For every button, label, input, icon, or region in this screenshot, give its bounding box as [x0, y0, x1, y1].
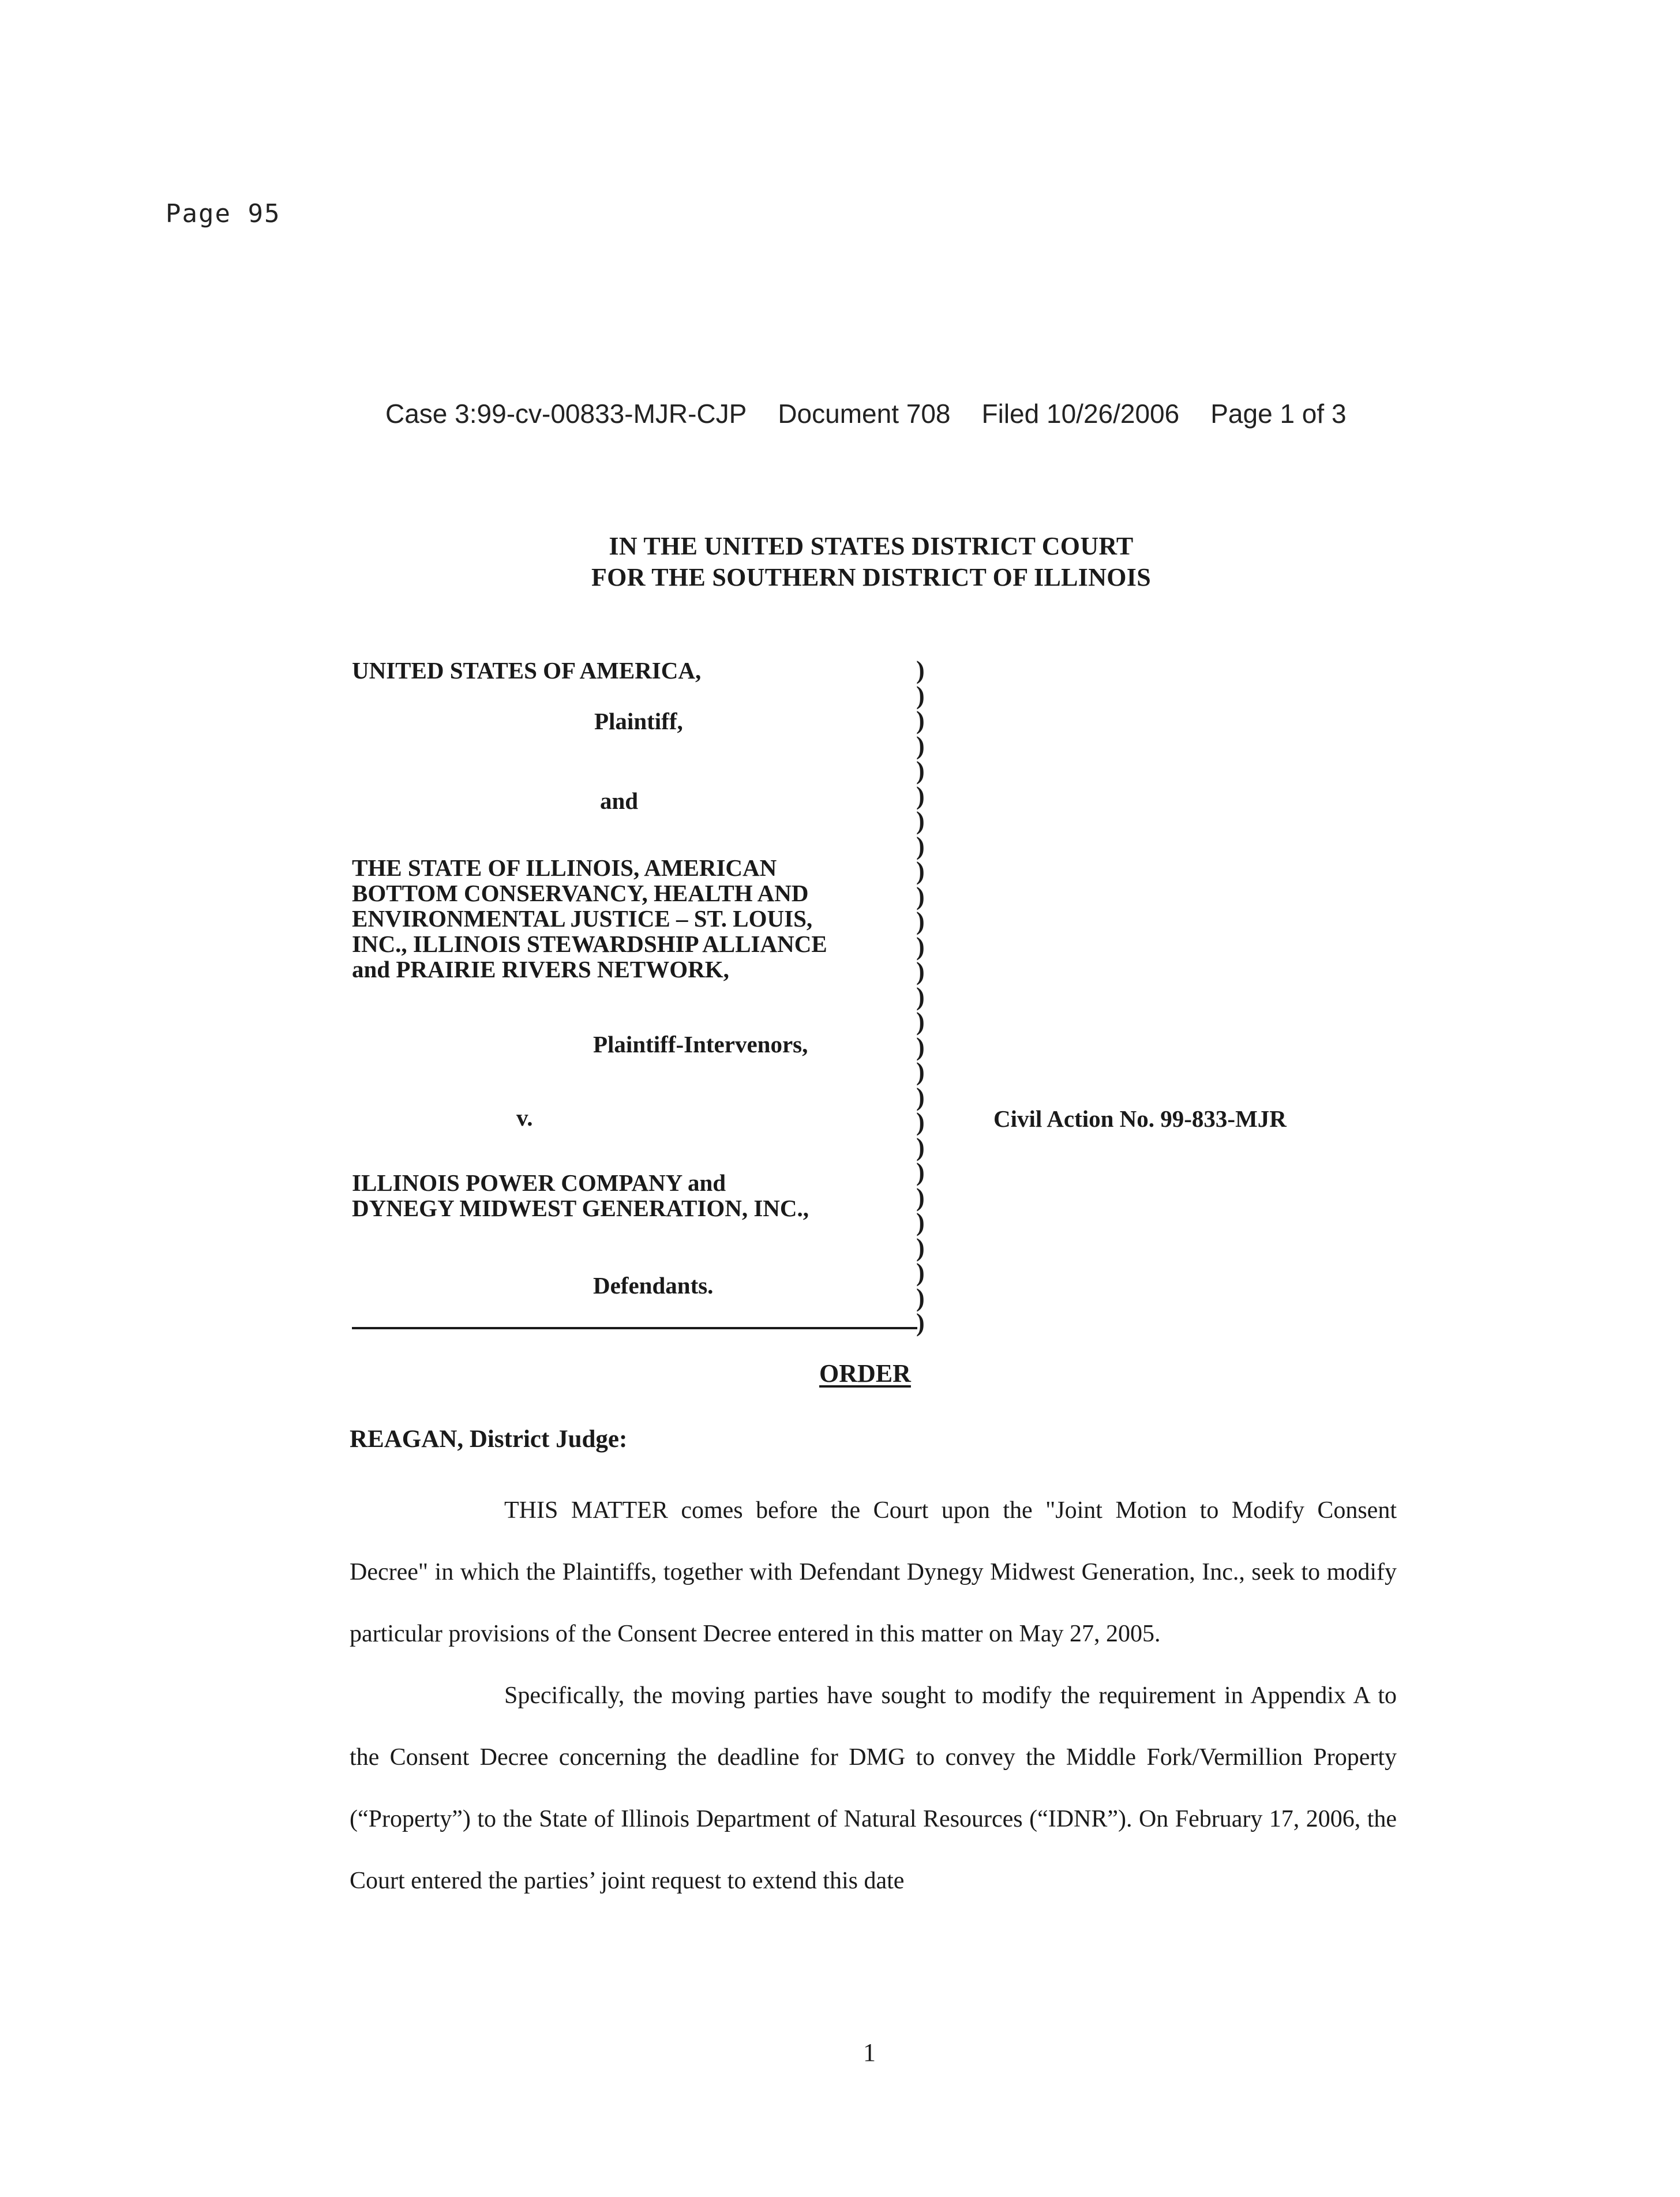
case-header [385, 398, 1347, 429]
body-paragraph: Specifically, the moving parties have sought to modify the requirement in Appendix A to the Consent Decree concerning the deadline for DMG to convey the Middle Fork/Vermillion Property (“Property”) to the State of Illinois Department of Natural Resources (“IDNR”). On February 17, 2006, the Court entered the parties’ joint request to extend this date [350, 1682, 1397, 1894]
intervenor-line: BOTTOM CONSERVANCY, HEALTH AND [352, 880, 809, 906]
intervenors-role: Plaintiff-Intervenors, [593, 1031, 808, 1058]
court-title [462, 531, 1281, 593]
and-connector: and [600, 788, 639, 814]
case-number: Case 3:99-cv-00833-MJR-CJP [385, 399, 747, 429]
plaintiff-party: UNITED STATES OF AMERICA, [352, 657, 702, 684]
civil-action-number: Civil Action No. 99-833-MJR [993, 1105, 1287, 1132]
defendants-role: Defendants. [593, 1272, 714, 1299]
defendant-line: ILLINOIS POWER COMPANY and [352, 1169, 726, 1196]
caption-parentheses: ) ) ) ) ) ) ) ) ) ) ) ) ) ) ) ) ) ) ) ) ) ) ) ) ) ) ) [916, 656, 925, 1337]
plaintiff-role: Plaintiff, [594, 708, 683, 734]
order-title: ORDER [819, 1359, 911, 1388]
document-number: Document 708 [778, 399, 951, 429]
intervenor-line: ENVIRONMENTAL JUSTICE – ST. LOUIS, [352, 905, 813, 932]
filed-date: Filed 10/26/2006 [981, 399, 1180, 429]
page-of: Page 1 of 3 [1210, 399, 1347, 429]
court-title-line-2: FOR THE SOUTHERN DISTRICT OF ILLINOIS [591, 563, 1151, 591]
intervenor-line: INC., ILLINOIS STEWARDSHIP ALLIANCE [352, 931, 827, 957]
intervenor-line: and PRAIRIE RIVERS NETWORK, [352, 956, 729, 983]
versus: v. [516, 1104, 533, 1131]
order-body [350, 1480, 1397, 1912]
body-paragraph: THIS MATTER comes before the Court upon the "Joint Motion to Modify Consent Decree" in which the Plaintiffs, together with Defendant Dynegy Midwest Generation, Inc., seek to modify particular provisions of the Consent Decree entered in this matter on May 27, 2005. [350, 1497, 1397, 1647]
caption-rule [352, 1327, 917, 1329]
page-number: 1 [863, 2038, 876, 2067]
judge-line: REAGAN, District Judge: [350, 1426, 628, 1453]
intervenor-line: THE STATE OF ILLINOIS, AMERICAN [352, 854, 777, 881]
page-label: Page 95 [166, 199, 281, 228]
defendant-line: DYNEGY MIDWEST GENERATION, INC., [352, 1195, 809, 1221]
court-title-line-1: IN THE UNITED STATES DISTRICT COURT [609, 532, 1134, 560]
